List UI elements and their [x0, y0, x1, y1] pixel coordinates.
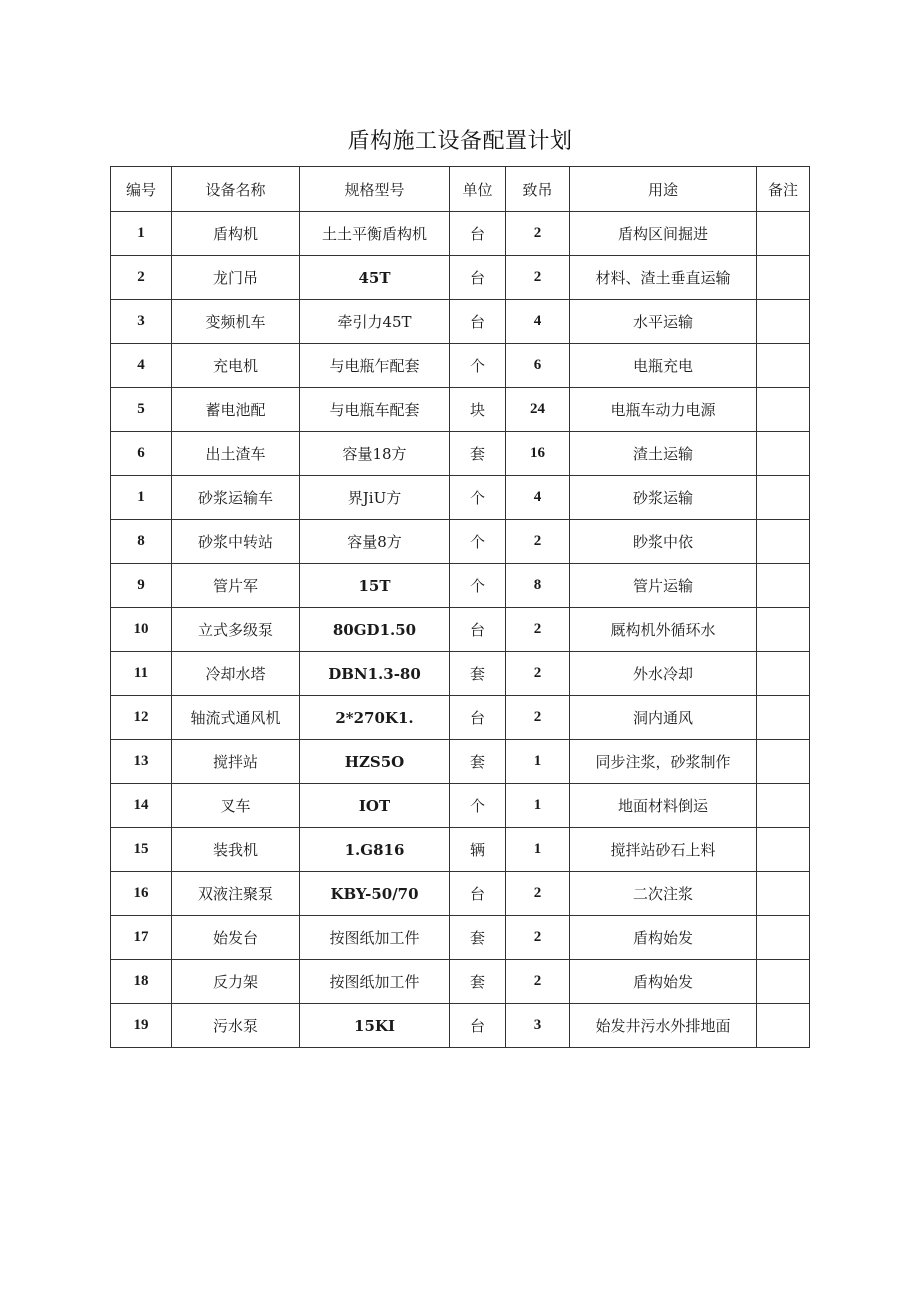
- cell-use: 水平运输: [570, 300, 757, 344]
- cell-unit: 台: [450, 872, 506, 916]
- cell-no: 4: [111, 344, 172, 388]
- cell-name: 反力架: [172, 960, 300, 1004]
- cell-spec: IOT: [300, 784, 450, 828]
- table-row: [111, 608, 810, 652]
- cell-note: [757, 608, 810, 652]
- header-note: 备注: [757, 167, 810, 212]
- cell-use: 搅拌站砂石上料: [570, 828, 757, 872]
- cell-qty: 1: [506, 784, 570, 828]
- cell-use: 砂浆运输: [570, 476, 757, 520]
- cell-spec: DBN1.3-80: [300, 652, 450, 696]
- cell-no: 16: [111, 872, 172, 916]
- cell-use: 洞内通风: [570, 696, 757, 740]
- cell-unit: 台: [450, 608, 506, 652]
- table-row: [111, 256, 810, 300]
- cell-unit: 个: [450, 784, 506, 828]
- cell-name: 盾构机: [172, 212, 300, 256]
- cell-spec: 45T: [300, 256, 450, 300]
- cell-name: 搅拌站: [172, 740, 300, 784]
- cell-use: 始发井污水外排地面: [570, 1004, 757, 1048]
- cell-no: 8: [111, 520, 172, 564]
- header-name: 设备名称: [172, 167, 300, 212]
- cell-name: 叉车: [172, 784, 300, 828]
- cell-unit: 台: [450, 1004, 506, 1048]
- cell-use: 同步注浆，砂浆制作: [570, 740, 757, 784]
- cell-note: [757, 960, 810, 1004]
- cell-no: 13: [111, 740, 172, 784]
- cell-name: 蓄电池配: [172, 388, 300, 432]
- cell-use: 盾构始发: [570, 916, 757, 960]
- cell-use: 外水冷却: [570, 652, 757, 696]
- page-title: 盾构施工设备配置计划: [347, 129, 573, 154]
- cell-unit: 套: [450, 740, 506, 784]
- cell-spec: 按图纸加工件: [300, 916, 450, 960]
- cell-note: [757, 564, 810, 608]
- cell-no: 11: [111, 652, 172, 696]
- cell-use: 厩构机外循环水: [570, 608, 757, 652]
- table-row: [111, 432, 810, 476]
- table-row: [111, 784, 810, 828]
- cell-name: 立式多级泵: [172, 608, 300, 652]
- cell-unit: 套: [450, 916, 506, 960]
- cell-unit: 套: [450, 652, 506, 696]
- table-row: [111, 300, 810, 344]
- table-row: [111, 960, 810, 1004]
- table-row: [111, 212, 810, 256]
- cell-qty: 1: [506, 740, 570, 784]
- cell-qty: 2: [506, 212, 570, 256]
- cell-no: 6: [111, 432, 172, 476]
- cell-unit: 个: [450, 520, 506, 564]
- cell-unit: 套: [450, 432, 506, 476]
- cell-qty: 24: [506, 388, 570, 432]
- cell-note: [757, 432, 810, 476]
- table-body: [111, 212, 810, 1048]
- table-header-row: [111, 167, 810, 212]
- cell-unit: 台: [450, 212, 506, 256]
- cell-qty: 2: [506, 608, 570, 652]
- cell-name: 管片军: [172, 564, 300, 608]
- cell-spec: KBY-50/70: [300, 872, 450, 916]
- cell-spec: 按图纸加工件: [300, 960, 450, 1004]
- cell-name: 双液注聚泵: [172, 872, 300, 916]
- cell-qty: 2: [506, 916, 570, 960]
- cell-no: 18: [111, 960, 172, 1004]
- cell-use: 管片运输: [570, 564, 757, 608]
- cell-spec: 15KI: [300, 1004, 450, 1048]
- cell-note: [757, 520, 810, 564]
- cell-qty: 2: [506, 256, 570, 300]
- cell-note: [757, 388, 810, 432]
- cell-note: [757, 652, 810, 696]
- cell-no: 10: [111, 608, 172, 652]
- table-row: [111, 872, 810, 916]
- cell-use: 盾构区间掘进: [570, 212, 757, 256]
- cell-no: 5: [111, 388, 172, 432]
- cell-name: 始发台: [172, 916, 300, 960]
- cell-unit: 个: [450, 344, 506, 388]
- table-row: [111, 828, 810, 872]
- table-row: [111, 1004, 810, 1048]
- cell-name: 充电机: [172, 344, 300, 388]
- table-row: [111, 652, 810, 696]
- header-use: 用途: [570, 167, 757, 212]
- cell-qty: 2: [506, 872, 570, 916]
- cell-name: 出土渣车: [172, 432, 300, 476]
- cell-unit: 台: [450, 300, 506, 344]
- cell-use: 电瓶车动力电源: [570, 388, 757, 432]
- cell-spec: HZS5O: [300, 740, 450, 784]
- cell-note: [757, 916, 810, 960]
- cell-no: 14: [111, 784, 172, 828]
- cell-use: 电瓶充电: [570, 344, 757, 388]
- cell-qty: 2: [506, 520, 570, 564]
- cell-note: [757, 740, 810, 784]
- cell-no: 19: [111, 1004, 172, 1048]
- cell-qty: 8: [506, 564, 570, 608]
- cell-spec: 与电瓶车配套: [300, 388, 450, 432]
- cell-qty: 6: [506, 344, 570, 388]
- cell-qty: 4: [506, 476, 570, 520]
- header-qty: 致吊: [506, 167, 570, 212]
- cell-name: 砂浆运输车: [172, 476, 300, 520]
- cell-note: [757, 872, 810, 916]
- cell-no: 15: [111, 828, 172, 872]
- header-spec: 规格型号: [300, 167, 450, 212]
- cell-unit: 台: [450, 696, 506, 740]
- table-row: [111, 388, 810, 432]
- cell-qty: 1: [506, 828, 570, 872]
- cell-spec: 容量18方: [300, 432, 450, 476]
- cell-spec: 牵引力45T: [300, 300, 450, 344]
- cell-qty: 2: [506, 960, 570, 1004]
- cell-no: 1: [111, 212, 172, 256]
- cell-unit: 台: [450, 256, 506, 300]
- cell-spec: 与电瓶乍配套: [300, 344, 450, 388]
- cell-note: [757, 828, 810, 872]
- cell-use: 眇浆中依: [570, 520, 757, 564]
- cell-name: 龙门吊: [172, 256, 300, 300]
- cell-unit: 个: [450, 476, 506, 520]
- cell-unit: 辆: [450, 828, 506, 872]
- cell-qty: 16: [506, 432, 570, 476]
- cell-name: 装我机: [172, 828, 300, 872]
- cell-unit: 个: [450, 564, 506, 608]
- cell-name: 变频机车: [172, 300, 300, 344]
- equipment-plan-table: [110, 166, 810, 1048]
- cell-note: [757, 344, 810, 388]
- cell-qty: 4: [506, 300, 570, 344]
- cell-spec: 15T: [300, 564, 450, 608]
- cell-qty: 2: [506, 696, 570, 740]
- cell-note: [757, 696, 810, 740]
- cell-no: 12: [111, 696, 172, 740]
- cell-name: 砂浆中转站: [172, 520, 300, 564]
- table-row: [111, 564, 810, 608]
- cell-spec: 容量8方: [300, 520, 450, 564]
- table-row: [111, 520, 810, 564]
- header-unit: 单位: [450, 167, 506, 212]
- cell-no: 17: [111, 916, 172, 960]
- cell-spec: 2*270K1.: [300, 696, 450, 740]
- cell-no: 1: [111, 476, 172, 520]
- cell-name: 冷却水塔: [172, 652, 300, 696]
- table-row: [111, 916, 810, 960]
- cell-name: 污水泵: [172, 1004, 300, 1048]
- cell-note: [757, 256, 810, 300]
- cell-spec: 80GD1.50: [300, 608, 450, 652]
- cell-use: 盾构始发: [570, 960, 757, 1004]
- cell-no: 3: [111, 300, 172, 344]
- header-no: 编号: [111, 167, 172, 212]
- cell-spec: 1.G816: [300, 828, 450, 872]
- cell-spec: 土土平衡盾构机: [300, 212, 450, 256]
- cell-no: 2: [111, 256, 172, 300]
- cell-qty: 2: [506, 652, 570, 696]
- cell-spec: 界JiU方: [300, 476, 450, 520]
- cell-use: 渣土运输: [570, 432, 757, 476]
- table-row: [111, 740, 810, 784]
- cell-unit: 套: [450, 960, 506, 1004]
- cell-unit: 块: [450, 388, 506, 432]
- cell-note: [757, 784, 810, 828]
- cell-use: 材料、渣土垂直运输: [570, 256, 757, 300]
- cell-qty: 3: [506, 1004, 570, 1048]
- table-row: [111, 344, 810, 388]
- cell-note: [757, 212, 810, 256]
- cell-note: [757, 476, 810, 520]
- table-row: [111, 696, 810, 740]
- cell-use: 地面材料倒运: [570, 784, 757, 828]
- cell-name: 轴流式通风机: [172, 696, 300, 740]
- cell-note: [757, 300, 810, 344]
- table-row: [111, 476, 810, 520]
- cell-use: 二次注浆: [570, 872, 757, 916]
- cell-no: 9: [111, 564, 172, 608]
- cell-note: [757, 1004, 810, 1048]
